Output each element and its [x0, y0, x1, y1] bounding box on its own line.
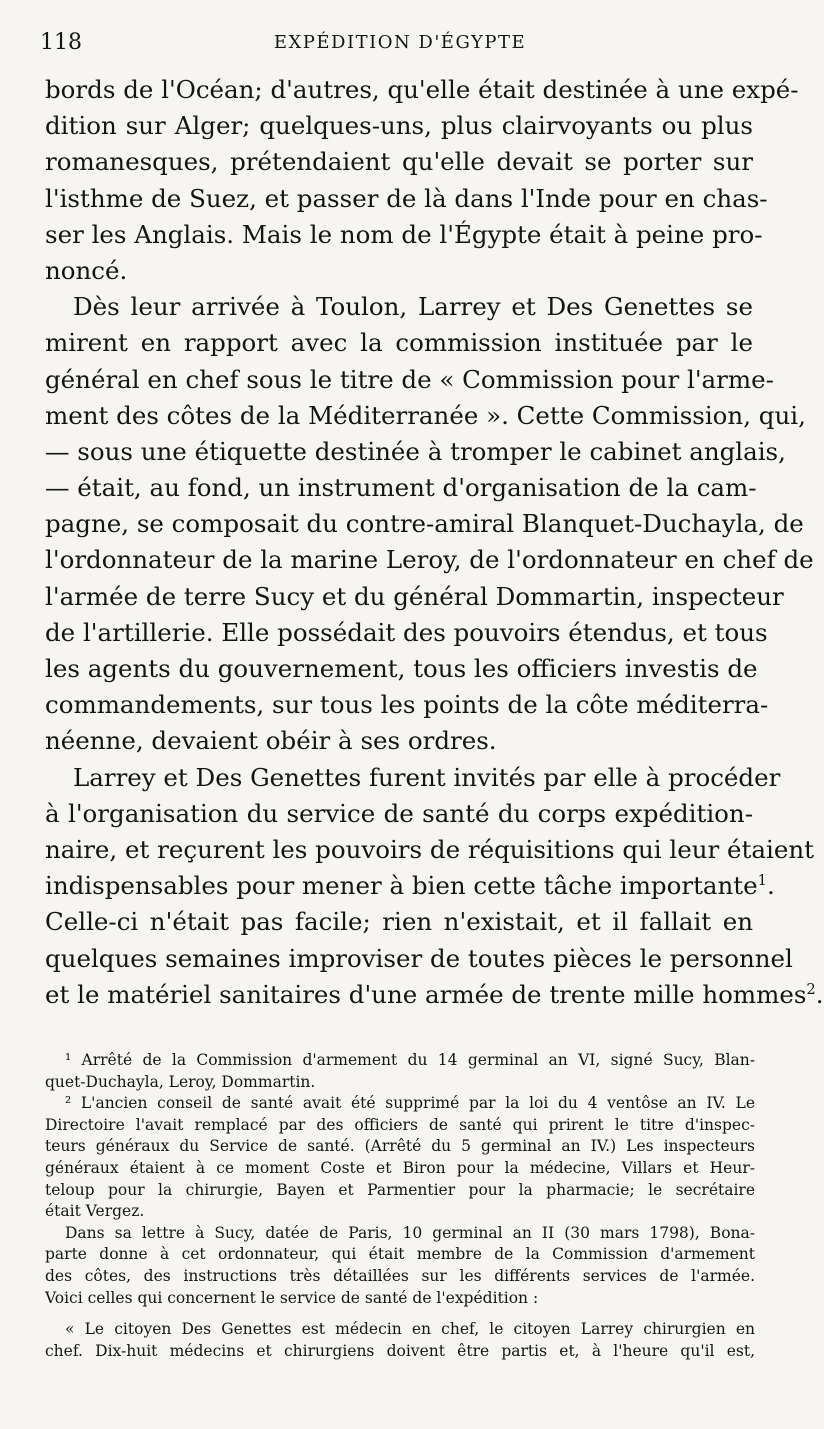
text-line [45, 868, 775, 904]
text-line-text: Celle-ci n'était pas facile; rien n'existait, et il fallait en [45, 907, 753, 937]
text-line-text: et le matériel sanitaires d'une armée de trente mille hommes [45, 979, 807, 1009]
text-line-tail: . [767, 871, 775, 901]
footnote-marker: 1 [757, 871, 768, 889]
running-title: EXPÉDITION D'ÉGYPTE [273, 32, 527, 53]
text-line [45, 253, 753, 289]
footnote-line-text: teloup pour la chirurgie, Bayen et Parmentier pour la pharmacie; le secrétaire [45, 1180, 755, 1199]
text-line [45, 579, 784, 615]
text-line [45, 72, 799, 108]
text-line-text: général en chef sous le titre de « Commission pour l'arme- [45, 364, 774, 394]
text-line [45, 977, 824, 1013]
page-header [40, 30, 760, 60]
text-line [45, 615, 768, 651]
text-line-text: néenne, devaient obéir à ses ordres. [45, 726, 497, 756]
footnote-line-text: « Le citoyen Des Genettes est médecin en chef, le citoyen Larrey chirurgien en [65, 1320, 755, 1339]
footnote-line-text: Voici celles qui concernent le service de santé de l'expédition : [45, 1288, 539, 1307]
footnote-line [45, 1341, 755, 1363]
footnote-line [45, 1180, 755, 1202]
text-line [45, 108, 753, 144]
text-line-text: à l'organisation du service de santé du corps expédition- [45, 798, 753, 828]
text-line [45, 144, 753, 180]
footnote-line-text: ¹ Arrêté de la Commission d'armement du 14 germinal an VI, signé Sucy, Blan- [65, 1051, 755, 1069]
footnote-line-text: quet-Duchayla, Leroy, Dommartin. [45, 1072, 316, 1091]
text-line-text: Larrey et Des Genettes furent invités par elle à procéder [73, 762, 781, 792]
text-line-text: — était, au fond, un instrument d'organisation de la cam- [45, 473, 757, 503]
text-line [45, 832, 814, 868]
footnotes [45, 1050, 755, 1362]
text-line-text: bords de l'Océan; d'autres, qu'elle était destinée à une expé- [45, 75, 799, 104]
text-line-text: Dès leur arrivée à Toulon, Larrey et Des Genettes se [73, 292, 753, 322]
text-line [45, 470, 757, 506]
text-line [45, 760, 781, 796]
text-line-text: de l'artillerie. Elle possédait des pouvoirs étendus, et tous [45, 617, 768, 647]
text-line [45, 181, 768, 217]
main-text [45, 72, 824, 1013]
text-line-text: ser les Anglais. Mais le nom de l'Égypte était à peine pro- [45, 219, 763, 249]
text-line-text: indispensables pour mener à bien cette tâche importante [45, 871, 758, 901]
text-line-text: l'ordonnateur de la marine Leroy, de l'ordonnateur en chef de [45, 545, 814, 575]
footnote-line [45, 1266, 755, 1288]
footnote-line [45, 1136, 755, 1158]
text-line [45, 542, 814, 578]
text-line [45, 687, 769, 723]
text-line-text: ment des côtes de la Méditerranée ». Cette Commission, qui, [45, 400, 806, 430]
text-line [45, 398, 806, 434]
text-line-text: — sous une étiquette destinée à tromper le cabinet anglais, [45, 436, 786, 466]
text-line [45, 217, 763, 253]
text-line [45, 941, 793, 977]
text-line [45, 362, 774, 398]
text-line [45, 651, 758, 687]
text-line-tail: . [815, 979, 824, 1009]
footnote-line [45, 1072, 755, 1094]
footnote-line-text: était Vergez. [45, 1202, 145, 1221]
footnote-line-text: parte donne à cet ordonnateur, qui était membre de la Commission d'armement [45, 1245, 755, 1264]
footnote-line-text: Directoire l'avait remplacé par des officiers de santé qui prirent le titre d'inspec- [45, 1115, 755, 1134]
footnote-line [45, 1050, 755, 1072]
text-line [45, 796, 753, 832]
footnote-line [45, 1288, 755, 1310]
text-line-text: romanesques, prétendaient qu'elle devait se porter sur [45, 147, 753, 177]
footnote-line [45, 1319, 755, 1341]
text-line-text: l'armée de terre Sucy et du général Dommartin, inspecteur [45, 581, 784, 611]
footnote-line-text: teurs généraux du Service de santé. (Arrêté du 5 germinal an IV.) Les inspecteurs [45, 1137, 755, 1156]
footnote-line [45, 1201, 755, 1223]
text-line-text: pagne, se composait du contre-amiral Blanquet-Duchayla, de [45, 509, 804, 539]
footnote-line [45, 1223, 755, 1245]
text-line [45, 434, 786, 470]
text-line-text: l'isthme de Suez, et passer de là dans l'Inde pour en chas- [45, 183, 768, 213]
text-line-text: quelques semaines improviser de toutes pièces le personnel [45, 943, 793, 973]
footnote-line [45, 1244, 755, 1266]
text-line-text: naire, et reçurent les pouvoirs de réquisitions qui leur étaient [45, 834, 814, 864]
text-line [45, 506, 804, 542]
footnote-line-text: des côtes, des instructions très détaillées sur les différents services de l'armée. [45, 1266, 755, 1285]
text-line [45, 904, 753, 940]
text-line-text: les agents du gouvernement, tous les officiers investis de [45, 654, 758, 683]
text-line-text: noncé. [45, 255, 128, 285]
footnote-line [45, 1158, 755, 1180]
page-number: 118 [40, 30, 82, 55]
footnote-marker: 2 [806, 980, 816, 998]
text-line [45, 289, 753, 325]
footnote-line-text: chef. Dix-huit médecins et chirurgiens doivent être partis et, à l'heure qu'il est, [45, 1341, 755, 1360]
footnote-line-text: généraux étaient à ce moment Coste et Biron pour la médecine, Villars et Heur- [45, 1158, 755, 1177]
text-line-text: mirent en rapport avec la commission instituée par le [45, 328, 753, 358]
footnote-line [45, 1115, 755, 1137]
footnote-line [45, 1093, 755, 1115]
text-line-text: commandements, sur tous les points de la côte méditerra- [45, 690, 769, 720]
footnote-line-text: ² L'ancien conseil de santé avait été supprimé par la loi du 4 ventôse an IV. Le [65, 1094, 755, 1113]
text-line [45, 723, 753, 759]
footnote-line-text: Dans sa lettre à Sucy, datée de Paris, 10 germinal an II (30 mars 1798), Bona- [65, 1223, 755, 1242]
text-line [45, 325, 753, 361]
text-line-text: dition sur Alger; quelques-uns, plus clairvoyants ou plus [45, 111, 753, 141]
